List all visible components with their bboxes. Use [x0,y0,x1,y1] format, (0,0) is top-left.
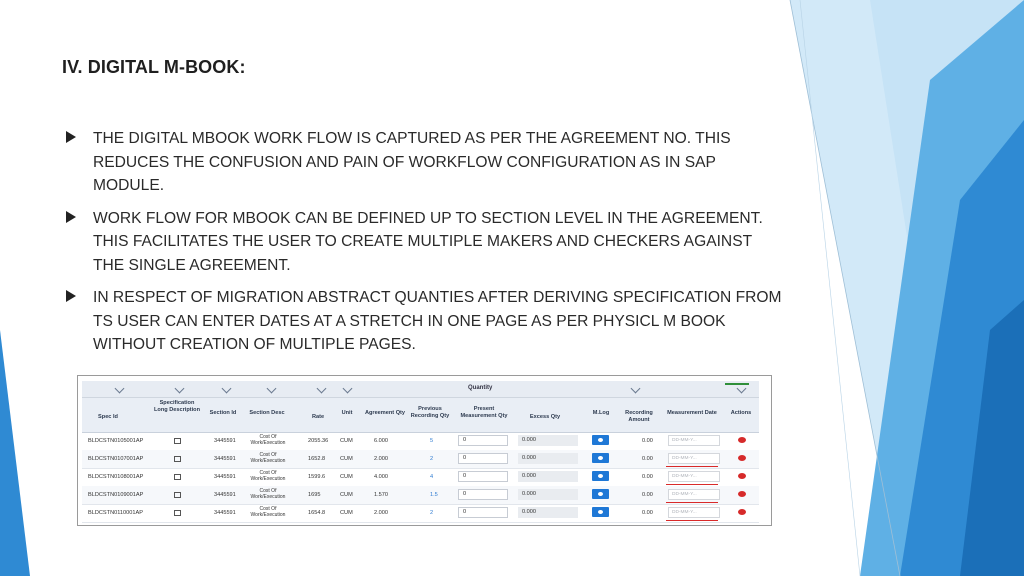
present-qty-input[interactable]: 0 [458,507,508,518]
spec-id: BLDCSTN0107001AP [88,456,144,462]
header-measurement-date[interactable]: Measurement Date [667,410,717,416]
header-section-id[interactable]: Section Id [209,410,237,416]
mlog-view-button[interactable] [592,471,609,481]
bullet-list [64,127,784,366]
recording-amount: 0.00 [642,510,653,516]
spec-id: BLDCSTN0108001AP [88,474,144,480]
rate: 1654.8 [308,510,326,516]
triangle-bullet-icon [66,290,76,302]
prev-qty-link[interactable]: 4 [430,474,434,480]
delete-icon[interactable] [738,437,746,443]
agreement-qty: 6.000 [374,438,388,444]
chevron-down-icon[interactable] [115,384,125,394]
section-id: 3445591 [214,456,236,462]
header-mlog[interactable]: M.Log [592,410,610,416]
table-row [82,450,759,469]
bullet-text: IN RESPECT OF MIGRATION ABSTRACT QUANTIES AFTER DERIVING SPECIFICATION FROM TS USER CAN ENTER DATES AT A STRETCH IN ONE PAGE AS PER PHYSICL M BOOK WITHOUT CREATION OF MULTIPLE PAGES. [93,289,782,353]
table-row [82,504,759,523]
prev-qty-link[interactable]: 1.5 [430,492,438,498]
agreement-qty: 1.570 [374,492,388,498]
excess-qty: 0.000 [518,453,578,464]
description-icon[interactable] [174,492,181,498]
rate: 2055.36 [308,438,329,444]
chevron-down-icon[interactable] [631,384,641,394]
header-unit[interactable]: Unit [341,410,353,416]
table-header [82,398,759,433]
delete-icon[interactable] [738,509,746,515]
mlog-view-button[interactable] [592,453,609,463]
header-rate[interactable]: Rate [311,414,325,420]
section-id: 3445591 [214,474,236,480]
recording-amount: 0.00 [642,456,653,462]
spec-id: BLDCSTN0109001AP [88,492,144,498]
present-qty-input[interactable]: 0 [458,489,508,500]
status-strip [725,383,749,385]
unit: CUM [340,456,353,462]
red-underline-annotation [666,466,718,467]
section-desc: Cost Of Work/Execution [250,506,286,518]
measurement-date-input[interactable]: DD-MM-Y... [668,489,720,500]
spec-id: BLDCSTN0105001AP [88,438,144,444]
section-id: 3445591 [214,510,236,516]
header-section-desc[interactable]: Section Desc [249,410,285,416]
agreement-qty: 2.000 [374,510,388,516]
red-underline-annotation [666,520,718,521]
present-qty-input[interactable]: 0 [458,435,508,446]
mlog-view-button[interactable] [592,435,609,445]
unit: CUM [340,510,353,516]
recording-amount: 0.00 [642,474,653,480]
delete-icon[interactable] [738,473,746,479]
quantity-group-label: Quantity [468,385,493,391]
section-id: 3445591 [214,492,236,498]
triangle-bullet-icon [66,211,76,223]
header-spec-id[interactable]: Spec Id [98,414,118,420]
prev-qty-link[interactable]: 5 [430,438,434,444]
header-present-qty[interactable]: Present Measurement Qty [460,406,508,419]
present-qty-input[interactable]: 0 [458,471,508,482]
section-id: 3445591 [214,438,236,444]
measurement-date-input[interactable]: DD-MM-Y... [668,435,720,446]
chevron-down-icon[interactable] [267,384,277,394]
measurement-date-input[interactable]: DD-MM-Y... [668,471,720,482]
table-row [82,468,759,487]
header-excess-qty[interactable]: Excess Qty [529,414,561,420]
chevron-down-icon[interactable] [222,384,232,394]
description-icon[interactable] [174,510,181,516]
triangle-bullet-icon [66,131,76,143]
measurement-date-input[interactable]: DD-MM-Y... [668,453,720,464]
description-icon[interactable] [174,438,181,444]
chevron-down-icon[interactable] [737,384,747,394]
bullet-item [64,286,784,357]
table-row [82,432,759,451]
red-underline-annotation [666,484,718,485]
slide-title: IV. DIGITAL M-BOOK: [62,57,246,77]
mlog-view-button[interactable] [592,507,609,517]
spec-id: BLDCSTN0110001AP [88,510,143,516]
recording-amount: 0.00 [642,438,653,444]
filter-bar [82,381,759,398]
header-prev-qty[interactable]: Previous Recording Qty [410,406,450,419]
unit: CUM [340,474,353,480]
red-underline-annotation [666,502,718,503]
excess-qty: 0.000 [518,435,578,446]
header-actions: Actions [730,410,752,416]
delete-icon[interactable] [738,455,746,461]
header-spec-long[interactable]: Specification Long Description [154,400,200,413]
bullet-item [64,127,784,198]
table-row [82,486,759,505]
unit: CUM [340,438,353,444]
agreement-qty: 4.000 [374,474,388,480]
measurement-date-input[interactable]: DD-MM-Y... [668,507,720,518]
rate: 1695 [308,492,321,498]
bullet-text: THE DIGITAL MBOOK WORK FLOW IS CAPTURED AS PER THE AGREEMENT NO. THIS REDUCES THE CONFUSION AND PAIN OF WORKFLOW CONFIGURATION AS IN SAP MODULE. [93,130,731,194]
description-icon[interactable] [174,474,181,480]
prev-qty-link[interactable]: 2 [430,456,434,462]
rate: 1599.6 [308,474,326,480]
excess-qty: 0.000 [518,471,578,482]
agreement-qty: 2.000 [374,456,388,462]
recording-amount: 0.00 [642,492,653,498]
section-desc: Cost Of Work/Execution [250,434,286,446]
chevron-down-icon[interactable] [343,384,353,394]
present-qty-input[interactable]: 0 [458,453,508,464]
excess-qty: 0.000 [518,507,578,518]
rate: 1652.8 [308,456,326,462]
chevron-down-icon[interactable] [317,384,327,394]
header-recording-amount[interactable]: Recording Amount [625,410,653,423]
prev-qty-link[interactable]: 2 [430,510,434,516]
bullet-item [64,207,784,278]
bullet-text: WORK FLOW FOR MBOOK CAN BE DEFINED UP TO SECTION LEVEL IN THE AGREEMENT. THIS FACILITATES THE USER TO CREATE MULTIPLE MAKERS AND CHECKERS AGAINST THE SINGLE AGREEMENT. [93,209,763,274]
chevron-down-icon[interactable] [175,384,185,394]
description-icon[interactable] [174,456,181,462]
section-desc: Cost Of Work/Execution [250,488,286,500]
excess-qty: 0.000 [518,489,578,500]
mlog-view-button[interactable] [592,489,609,499]
delete-icon[interactable] [738,491,746,497]
mbook-screenshot [77,375,772,526]
unit: CUM [340,492,353,498]
section-desc: Cost Of Work/Execution [250,470,286,482]
section-desc: Cost Of Work/Execution [250,452,286,464]
header-agreement-qty[interactable]: Agreement Qty [364,410,406,416]
